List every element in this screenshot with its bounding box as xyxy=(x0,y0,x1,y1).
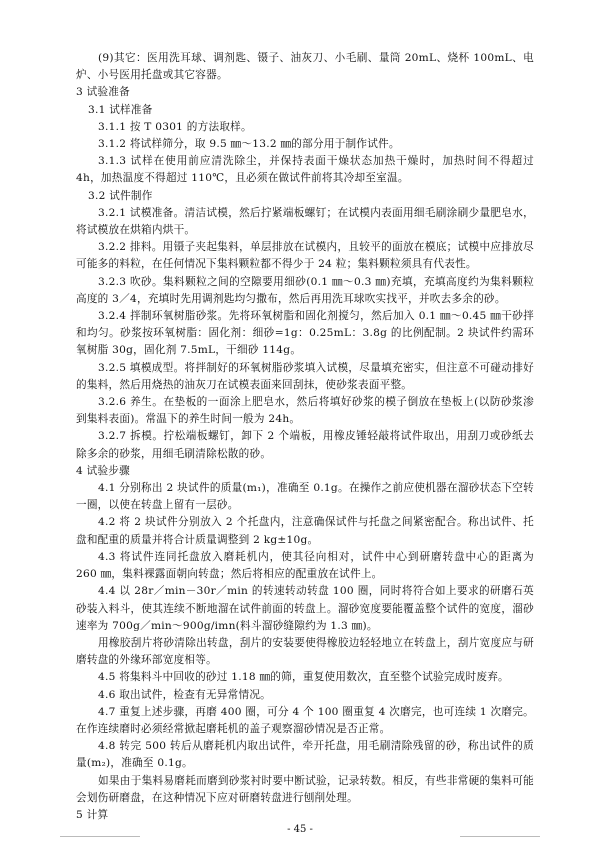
paragraph: 3.2.6 养生。在垫板的一面涂上肥皂水，然后将填好砂浆的模子倒放在垫板上(以防砂浆渗到集料表面)。常温下的养生时间一般为 24h。 xyxy=(76,396,534,426)
paragraph: 用橡胶刮片将砂清除出转盘，刮片的安装要使得橡胶边轻轻地立在转盘上，刮片宽度应与研磨转盘的外缘环部宽度相等。 xyxy=(76,636,534,667)
paragraph: 3.2.2 排料。用镊子夹起集料，单层排放在试模内，且较平的面放在模底；试模中应排放尽可能多的料粒，在任何情况下集料颗粒都不得少于 24 粒；集料颗粒须具有代表性。 xyxy=(76,241,534,271)
section-heading: 4 试验步骤 xyxy=(76,464,130,477)
paragraph: 3.2.5 填模成型。将拌制好的环氧树脂砂浆填入试模，尽量填充密实，但注意不可碰动排好的集料，然后用烧热的油灰刀在试模表面来回刮抹，使砂浆表面平整。 xyxy=(76,361,534,391)
paragraph: 3.1 试样准备 xyxy=(88,103,153,116)
paragraph: 3.2.1 试模准备。清洁试模，然后拧紧端板螺钉；在试模内表面用细毛刷涂刷少量肥皂水，将试模放在烘箱内烘干。 xyxy=(76,206,534,237)
section-heading: 5 计算 xyxy=(76,808,109,821)
footer-rule xyxy=(0,836,600,838)
paragraph: 4.1 分别称出 2 块试件的质量(m₁)，准确至 0.1g。在操作之前应使机器在溜砂状态下空转一圈，以使在转盘上留有一层砂。 xyxy=(76,482,534,512)
paragraph: 4.5 将集料斗中回收的砂过 1.18 ㎜的筛，重复使用数次，直至整个试验完成时废弃。 xyxy=(98,671,509,684)
paragraph: 3.2 试件制作 xyxy=(88,189,153,202)
section-heading: 3 试验准备 xyxy=(76,86,130,99)
paragraph: 3.2.7 拆模。拧松端板螺钉，卸下 2 个端板，用橡皮锤轻敲将试件取出，用刮刀或砂纸去除多余的砂浆，用细毛刷清除松散的砂。 xyxy=(76,430,534,460)
paragraph: 4.6 取出试件，检查有无异常情况。 xyxy=(98,688,272,701)
paragraph: 如果由于集料易磨耗而磨到砂浆衬时要中断试验，记录转数。相反，有些非常硬的集料可能会划伤研磨盘，在这种情况下应对研磨转盘进行刨削处理。 xyxy=(76,774,534,804)
paragraph: 3.1.1 按 T 0301 的方法取样。 xyxy=(98,120,252,133)
page-body xyxy=(76,50,534,824)
paragraph: 4.8 转完 500 转后从磨耗机内取出试件，牵开托盘，用毛刷清除残留的砂，称出试件的质量(m₂)，准确至 0.1g。 xyxy=(76,740,534,770)
paragraph: 4.2 将 2 块试件分别放入 2 个托盘内，注意确保试件与托盘之间紧密配合。称出试件、托盘和配重的质量并将合计质量调整到 2 kg±10g。 xyxy=(76,516,534,546)
paragraph: 4.7 重复上述步骤，再磨 400 圈，可分 4 个 100 圈重复 4 次磨完，也可连续 1 次磨完。在作连续磨时必须经常掀起磨耗机的盖子观察溜砂情况是否正常。 xyxy=(76,705,534,735)
paragraph: 4.4 以 28r／min－30r／min 的转速转动转盘 100 圈，同时将符合如上要求的研磨石英砂装入料斗，使其连续不断地溜在试件前面的转盘上。溜砂宽度要能覆盖整个试件的宽度，溜砂速率为 700g／min～900g/imn(料斗溜砂缝隙约为 1.3 ㎜)。 xyxy=(76,585,534,632)
paragraph: (9)其它：医用洗耳球、调剂匙、镊子、油灰刀、小毛刷、量筒 20mL、烧杯 100mL、电炉、小号医用托盘或其它容器。 xyxy=(76,52,534,82)
paragraph: 3.2.3 吹砂。集料颗粒之间的空隙要用细砂(0.1 ㎜～0.3 ㎜)充填，充填高度约为集料颗粒高度的 3／4，充填时先用调剂匙均匀撒布，然后再用洗耳球吹实找平，并吹去多余的砂。 xyxy=(76,275,534,305)
paragraph: 3.1.2 将试样筛分，取 9.5 ㎜～13.2 ㎜的部分用于制作试件。 xyxy=(98,138,400,151)
paragraph: 3.2.4 拌制环氧树脂砂浆。先将环氧树脂和固化剂搅匀，然后加入 0.1 ㎜～0.45 ㎜干砂拌和均匀。砂浆按环氧树脂：固化剂：细砂=1g：0.25mL：3.8g 的比例配制。2 块试件约需环氧树脂 30g，固化剂 7.5mL，干细砂 114g。 xyxy=(76,310,534,357)
page-number: - 45 - xyxy=(287,824,313,835)
paragraph: 4.3 将试件连同托盘放入磨耗机内，使其径向相对，试件中心到研磨转盘中心的距离为 260 ㎜，集料裸露面朝向转盘；然后将相应的配重放在试件上。 xyxy=(76,550,534,581)
paragraph: 3.1.3 试样在使用前应清洗除尘，并保持表面干燥状态加热干燥时，加热时间不得超过 4h，加热温度不得超过 110℃，且必须在做试件前将其冷却至室温。 xyxy=(76,155,534,185)
